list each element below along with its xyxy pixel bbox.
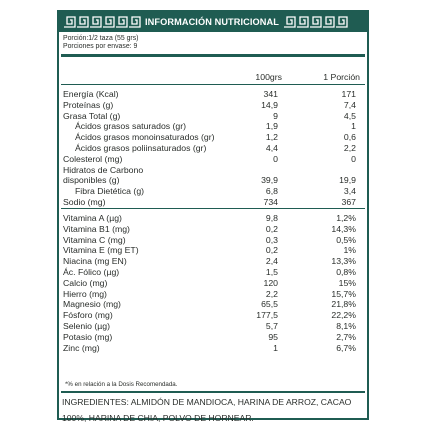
value-per-100g: 0	[273, 153, 278, 164]
value-per-portion: 171	[341, 89, 356, 99]
nutrient-label: Ác. Fólico (µg)	[63, 267, 120, 277]
value-per-portion: 367	[341, 197, 356, 207]
value-per-portion: 1	[351, 121, 356, 132]
value-per-100g: 1,5	[265, 267, 278, 277]
value-per-100g: 0,2	[265, 223, 278, 234]
nutrient-label: Colesterol (mg)	[63, 153, 123, 164]
thin-divider	[61, 208, 365, 209]
value-per-portion: 22,2%	[331, 310, 356, 321]
nutrient-label: Vitamina C (mg)	[63, 234, 126, 245]
nutrient-label: Calcio (mg)	[63, 277, 108, 288]
nutrient-label: Sodio (mg)	[63, 197, 106, 207]
panel-header	[59, 12, 367, 32]
nutrient-row	[59, 267, 367, 277]
value-per-portion: 7,4	[343, 99, 356, 110]
value-per-portion: 14,3%	[331, 223, 356, 234]
greek-key-right-icon	[283, 15, 349, 29]
nutrition-facts-panel	[57, 10, 369, 423]
nutrient-label: Fósforo (mg)	[63, 310, 113, 321]
nutrient-row	[59, 143, 367, 153]
thin-divider	[61, 84, 365, 85]
nutrient-label: Fibra Dietética (g)	[75, 186, 145, 197]
value-per-portion: 19,9	[339, 175, 356, 186]
nutrient-label: Zinc (mg)	[63, 342, 100, 353]
value-per-100g: 39,9	[261, 175, 278, 186]
nutrient-label: Vitamina A (µg)	[63, 213, 122, 223]
nutrient-label: Ácidos grasos monoinsaturados (gr)	[75, 132, 215, 143]
value-per-100g: 2,2	[265, 288, 278, 299]
nutrient-row	[59, 197, 367, 207]
nutrient-row	[59, 343, 367, 353]
greek-key-left-icon	[63, 15, 141, 29]
value-per-100g: 95	[268, 331, 278, 342]
column-header-100g: 100grs	[255, 72, 282, 82]
value-per-100g: 6,8	[265, 186, 278, 197]
column-header-portion: 1 Porción	[323, 72, 360, 82]
thick-divider	[61, 391, 365, 393]
value-per-portion: 6,7%	[336, 342, 356, 353]
nutrient-row	[59, 100, 367, 110]
nutrient-row	[59, 321, 367, 331]
value-per-portion: 3,4	[343, 186, 356, 197]
nutrient-label: Grasa Total (g)	[63, 110, 121, 121]
nutrient-row	[59, 111, 367, 121]
value-per-portion: 0,8%	[336, 267, 356, 277]
nutrient-label: Magnesio (mg)	[63, 299, 121, 310]
value-per-portion: 21,8%	[331, 299, 356, 310]
value-per-100g: 1,9	[265, 121, 278, 132]
value-per-100g: 14,9	[261, 99, 278, 110]
nutrient-row	[59, 299, 367, 309]
value-per-portion: 2,7%	[336, 331, 356, 342]
value-per-100g: 4,4	[265, 143, 278, 153]
nutrient-label: Vitamina B1 (mg)	[63, 223, 130, 234]
value-per-portion: 2,2	[343, 143, 356, 153]
nutrient-label: Selenio (µg)	[63, 321, 111, 331]
nutrient-row	[59, 186, 367, 196]
value-per-100g: 1	[273, 342, 278, 353]
value-per-100g: 65,5	[261, 299, 278, 310]
nutrient-row	[59, 175, 367, 185]
nutrient-row	[59, 89, 367, 99]
value-per-100g: 734	[263, 197, 278, 207]
value-per-portion: 13,3%	[331, 256, 356, 267]
nutrient-row	[59, 289, 367, 299]
serving-size: Porción:1/2 taza (55 grs)	[63, 35, 139, 42]
nutrient-label: Hidratos de Carbono	[63, 164, 144, 175]
nutrient-row	[59, 256, 367, 266]
nutrient-label: Vitamina E (mg ET)	[63, 245, 139, 256]
nutrient-row	[59, 235, 367, 245]
value-per-100g: 120	[263, 277, 278, 288]
nutrient-label: Niacina (mg EN)	[63, 256, 127, 267]
value-per-100g: 5,7	[265, 321, 278, 331]
servings-per-container: Porciones por envase: 9	[63, 43, 138, 50]
nutrient-row	[59, 154, 367, 164]
thick-divider	[61, 54, 365, 57]
nutrient-label: disponibles (g)	[63, 175, 120, 186]
value-per-portion: 15%	[338, 277, 356, 288]
nutrient-row	[59, 165, 367, 175]
nutrient-row	[59, 278, 367, 288]
panel-title: INFORMACIÓN NUTRICIONAL	[145, 17, 279, 27]
value-per-100g: 1,2	[265, 132, 278, 143]
value-per-portion: 1,2%	[336, 213, 356, 223]
nutrient-label: Ácidos grasos saturados (gr)	[75, 121, 187, 132]
value-per-100g: 341	[263, 89, 278, 99]
nutrient-label: Energía (Kcal)	[63, 89, 119, 99]
value-per-portion: 0	[351, 153, 356, 164]
value-per-100g: 9	[273, 110, 278, 121]
value-per-100g: 0,2	[265, 245, 278, 256]
value-per-100g: 2,4	[265, 256, 278, 267]
nutrient-row	[59, 121, 367, 131]
nutrient-row	[59, 132, 367, 142]
nutrient-row	[59, 245, 367, 255]
nutrient-row	[59, 213, 367, 223]
value-per-portion: 0,6	[343, 132, 356, 143]
value-per-portion: 8,1%	[336, 321, 356, 331]
nutrient-row	[59, 224, 367, 234]
value-per-100g: 0,3	[265, 234, 278, 245]
nutrient-label: Potasio (mg)	[63, 331, 113, 342]
nutrient-label: Hierro (mg)	[63, 288, 107, 299]
nutrient-label: Proteínas (g)	[63, 99, 114, 110]
value-per-portion: 4,5	[343, 110, 356, 121]
value-per-100g: 9,8	[265, 213, 278, 223]
value-per-portion: 15,7%	[331, 288, 356, 299]
footnote: *% en relación a la Dosis Recomendada.	[65, 381, 178, 388]
value-per-portion: 1%	[343, 245, 356, 256]
value-per-100g: 177,5	[256, 310, 278, 321]
value-per-portion: 0,5%	[336, 234, 356, 245]
nutrient-label: Ácidos grasos poliinsaturados (gr)	[75, 143, 207, 153]
nutrient-row	[59, 332, 367, 342]
ingredients-text: INGREDIENTES: ALMIDÓN DE MANDIOCA, HARINA DE ARROZ, CACAO 100%, HARINA DE CHIA, POLVO DE HORNEAR.	[62, 397, 352, 423]
nutrient-row	[59, 310, 367, 320]
